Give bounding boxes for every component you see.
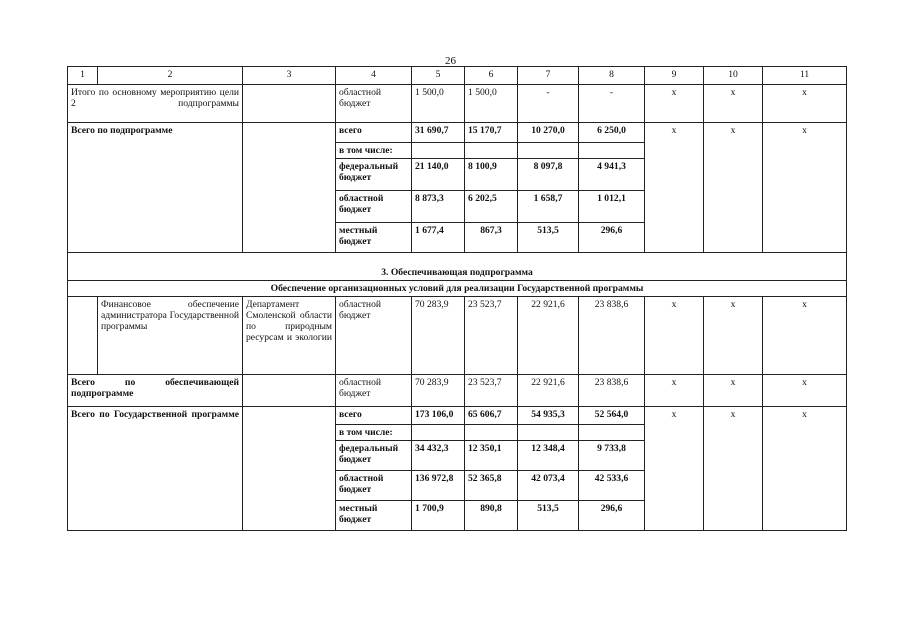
vsego-obesp-label: Всего по обеспечивающей подпрограмме (68, 375, 243, 407)
vsego-gos-v7-2: 12 348,4 (518, 441, 579, 471)
vsego-sub-v6-0: 15 170,7 (465, 123, 518, 143)
vsego-sub-v8-0: 6 250,0 (579, 123, 645, 143)
vsego-gos-label: Всего по Государственной программе (68, 407, 243, 531)
vsego-obesp-v8: 23 838,6 (579, 375, 645, 407)
section-title-row (68, 253, 847, 281)
vsego-sub-v7-2: 8 097,8 (518, 159, 579, 191)
itogo-v7: - (518, 85, 579, 123)
finance-v10: х (704, 297, 763, 375)
page-number: 26 (445, 55, 456, 67)
header-cell-7: 7 (518, 67, 579, 85)
vsego-gos-v6-0: 65 606,7 (465, 407, 518, 425)
vsego-gos-v7-0: 54 935,3 (518, 407, 579, 425)
header-cell-6: 6 (465, 67, 518, 85)
vsego-obesp-v7: 22 921,6 (518, 375, 579, 407)
vsego-gos-row-1 (68, 407, 847, 425)
vsego-sub-v11: х (763, 123, 847, 253)
vsego-sub-v8-3: 1 012,1 (579, 191, 645, 223)
vsego-gos-v8-4: 296,6 (579, 501, 645, 531)
vsego-gos-executor (243, 407, 336, 531)
vsego-gos-v11: х (763, 407, 847, 531)
vsego-sub-v6-4: 867,3 (465, 223, 518, 253)
itogo-v11: х (763, 85, 847, 123)
vsego-sub-executor (243, 123, 336, 253)
vsego-sub-source-1: в том числе: (336, 143, 412, 159)
vsego-gos-v5-1 (412, 425, 465, 441)
vsego-sub-v5-2: 21 140,0 (412, 159, 465, 191)
vsego-sub-v8-1 (579, 143, 645, 159)
vsego-sub-v7-0: 10 270,0 (518, 123, 579, 143)
vsego-obesp-v10: х (704, 375, 763, 407)
finance-v6: 23 523,7 (465, 297, 518, 375)
vsego-gos-source-3: областной бюджет (336, 471, 412, 501)
vsego-gos-v5-0: 173 106,0 (412, 407, 465, 425)
vsego-sub-source-3: областной бюджет (336, 191, 412, 223)
header-cell-2: 2 (98, 67, 243, 85)
vsego-sub-v6-1 (465, 143, 518, 159)
header-cell-3: 3 (243, 67, 336, 85)
itogo-v8: - (579, 85, 645, 123)
vsego-gos-v10: х (704, 407, 763, 531)
header-cell-10: 10 (704, 67, 763, 85)
itogo-v5: 1 500,0 (412, 85, 465, 123)
vsego-obesp-row (68, 375, 847, 407)
section-title: 3. Обеспечивающая подпрограмма (68, 253, 847, 281)
vsego-gos-v6-1 (465, 425, 518, 441)
itogo-row (68, 85, 847, 123)
itogo-label: Итого по основному мероприятию цели 2 подпрограммы (68, 85, 243, 123)
vsego-gos-v8-0: 52 564,0 (579, 407, 645, 425)
finance-v9: х (645, 297, 704, 375)
itogo-v9: х (645, 85, 704, 123)
vsego-sub-v5-3: 8 873,3 (412, 191, 465, 223)
vsego-gos-v8-1 (579, 425, 645, 441)
budget-table (67, 66, 847, 531)
vsego-sub-v9: х (645, 123, 704, 253)
header-row (68, 67, 847, 85)
finance-executor: Департамент Смоленской области по природным ресурсам и экологии (243, 297, 336, 375)
vsego-gos-source-1: в том числе: (336, 425, 412, 441)
vsego-obesp-source: областной бюджет (336, 375, 412, 407)
vsego-gos-v6-3: 52 365,8 (465, 471, 518, 501)
finance-v11: х (763, 297, 847, 375)
vsego-obesp-executor (243, 375, 336, 407)
vsego-sub-source-2: федеральный бюджет (336, 159, 412, 191)
vsego-gos-v6-2: 12 350,1 (465, 441, 518, 471)
vsego-obesp-v6: 23 523,7 (465, 375, 518, 407)
itogo-v6: 1 500,0 (465, 85, 518, 123)
vsego-sub-v6-3: 6 202,5 (465, 191, 518, 223)
vsego-gos-source-0: всего (336, 407, 412, 425)
vsego-gos-v5-4: 1 700,9 (412, 501, 465, 531)
vsego-gos-v7-3: 42 073,4 (518, 471, 579, 501)
section-subtitle: Обеспечение организационных условий для реализации Государственной программы (68, 281, 847, 297)
header-cell-8: 8 (579, 67, 645, 85)
vsego-obesp-v9: х (645, 375, 704, 407)
vsego-sub-v7-1 (518, 143, 579, 159)
vsego-sub-v5-4: 1 677,4 (412, 223, 465, 253)
vsego-sub-v6-2: 8 100,9 (465, 159, 518, 191)
vsego-sub-v10: х (704, 123, 763, 253)
vsego-gos-v7-1 (518, 425, 579, 441)
vsego-sub-v5-1 (412, 143, 465, 159)
itogo-source: областной бюджет (336, 85, 412, 123)
vsego-gos-v6-4: 890,8 (465, 501, 518, 531)
vsego-gos-v8-2: 9 733,8 (579, 441, 645, 471)
vsego-sub-v7-4: 513,5 (518, 223, 579, 253)
header-cell-5: 5 (412, 67, 465, 85)
itogo-v10: х (704, 85, 763, 123)
finance-row (68, 297, 847, 375)
header-cell-9: 9 (645, 67, 704, 85)
finance-label: Финансовое обеспечение администратора Государственной программы (98, 297, 243, 375)
vsego-sub-v5-0: 31 690,7 (412, 123, 465, 143)
vsego-gos-source-4: местный бюджет (336, 501, 412, 531)
header-cell-1: 1 (68, 67, 98, 85)
vsego-obesp-v11: х (763, 375, 847, 407)
finance-source: областной бюджет (336, 297, 412, 375)
vsego-sub-v7-3: 1 658,7 (518, 191, 579, 223)
finance-v7: 22 921,6 (518, 297, 579, 375)
vsego-sub-source-4: местный бюджет (336, 223, 412, 253)
vsego-gos-v5-2: 34 432,3 (412, 441, 465, 471)
vsego-gos-v8-3: 42 533,6 (579, 471, 645, 501)
finance-index (68, 297, 98, 375)
vsego-obesp-v5: 70 283,9 (412, 375, 465, 407)
vsego-sub-row-1 (68, 123, 847, 143)
finance-v8: 23 838,6 (579, 297, 645, 375)
vsego-gos-source-2: федеральный бюджет (336, 441, 412, 471)
vsego-sub-v8-2: 4 941,3 (579, 159, 645, 191)
vsego-sub-v8-4: 296,6 (579, 223, 645, 253)
vsego-sub-source-0: всего (336, 123, 412, 143)
itogo-executor (243, 85, 336, 123)
vsego-gos-v9: х (645, 407, 704, 531)
header-cell-11: 11 (763, 67, 847, 85)
header-cell-4: 4 (336, 67, 412, 85)
section-subtitle-row (68, 281, 847, 297)
vsego-sub-label: Всего по подпрограмме (68, 123, 243, 253)
vsego-gos-v5-3: 136 972,8 (412, 471, 465, 501)
vsego-gos-v7-4: 513,5 (518, 501, 579, 531)
finance-v5: 70 283,9 (412, 297, 465, 375)
